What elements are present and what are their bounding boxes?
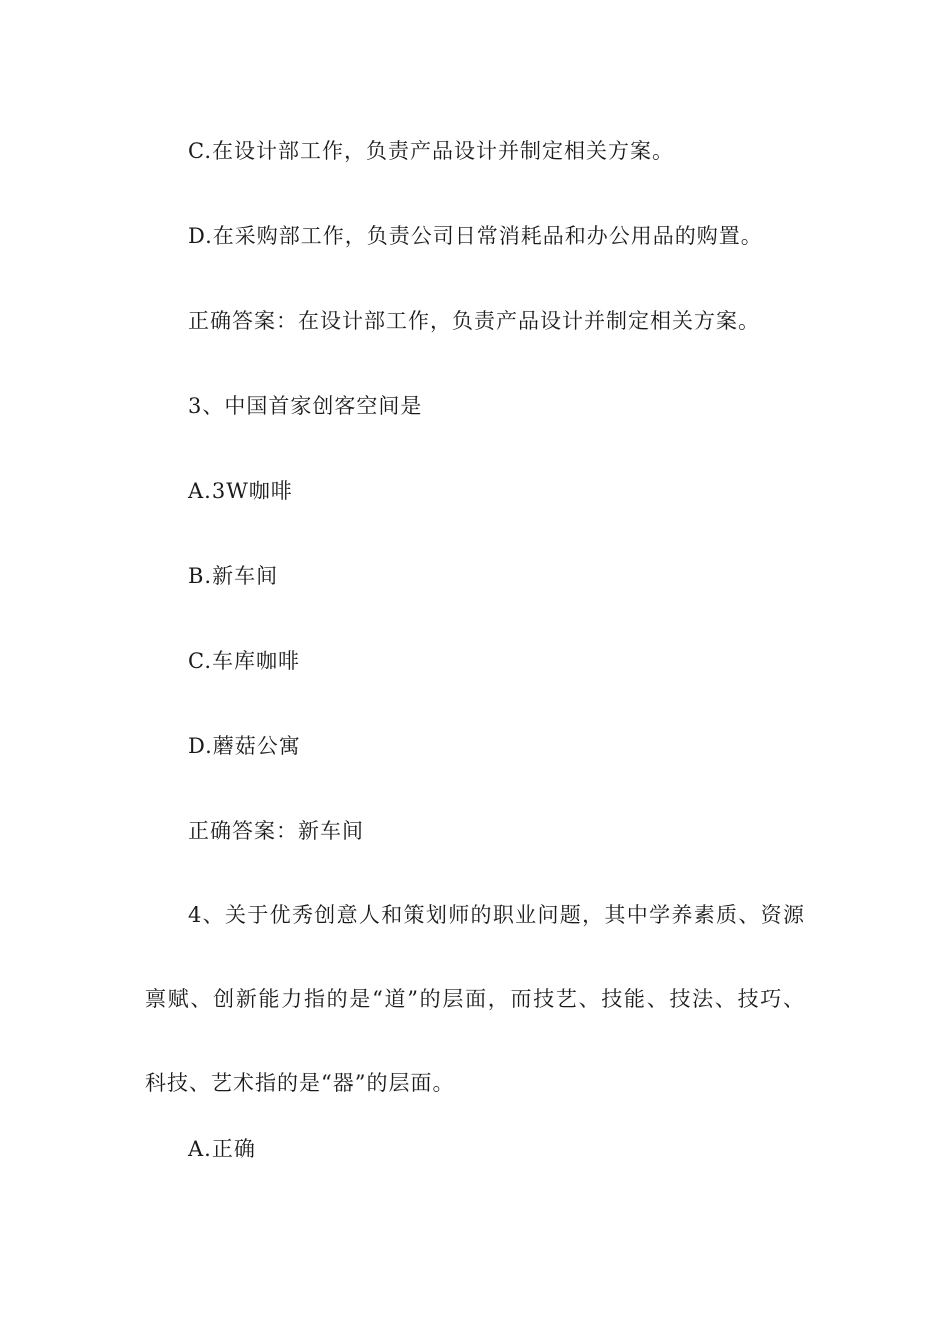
- q3-option-a: A.3W咖啡: [188, 479, 293, 503]
- q3-option-d: D.蘑菇公寓: [188, 734, 301, 758]
- q3-option-c: C.车库咖啡: [188, 649, 300, 673]
- q3-question: 3、中国首家创客空间是: [188, 394, 423, 418]
- q3-correct-answer: 正确答案：新车间: [188, 819, 364, 843]
- q3-option-b: B.新车间: [188, 564, 279, 588]
- q4-option-a: A.正确: [188, 1137, 256, 1161]
- q2-option-c: C.在设计部工作，负责产品设计并制定相关方案。: [188, 139, 674, 163]
- q2-correct-answer: 正确答案：在设计部工作，负责产品设计并制定相关方案。: [188, 309, 760, 333]
- q4-question: 4、关于优秀创意人和策划师的职业问题，其中学养素质、资源禀赋、创新能力指的是“道”的层面，而技艺、技能、技法、技巧、科技、艺术指的是“器”的层面。: [145, 903, 805, 1095]
- q2-option-d: D.在采购部工作，负责公司日常消耗品和办公用品的购置。: [188, 224, 763, 248]
